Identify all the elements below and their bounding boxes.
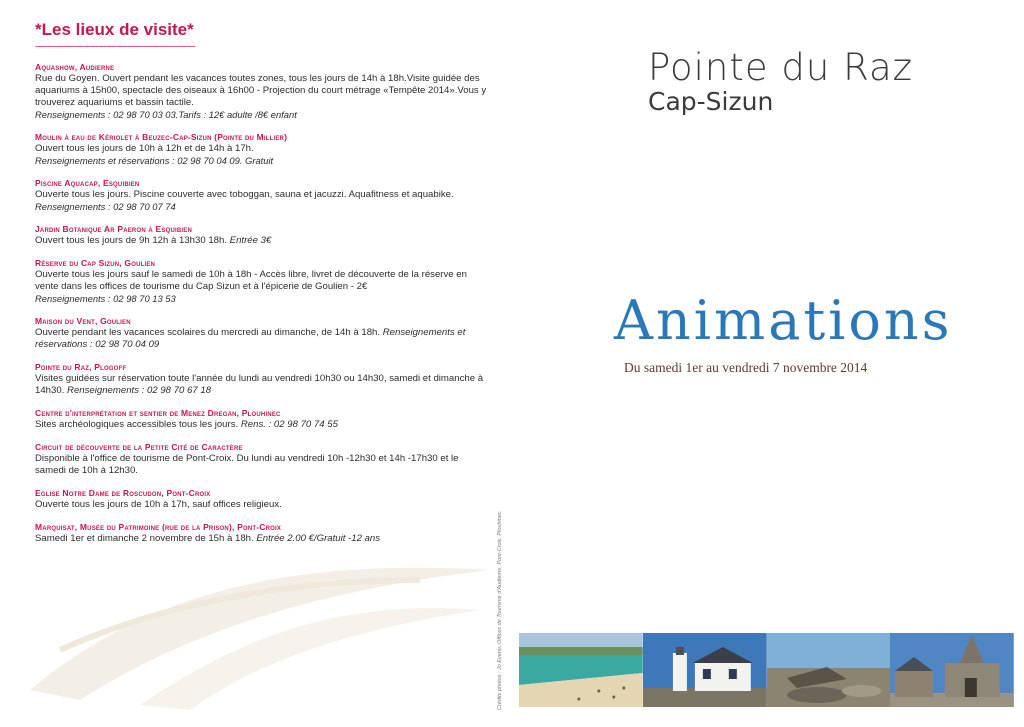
entry-description xyxy=(35,235,491,247)
cover-dates: Du samedi 1er au vendredi 7 novembre 2014 xyxy=(624,360,868,375)
entry-description xyxy=(35,373,491,397)
entry-info: Renseignements : 02 98 70 13 53 xyxy=(35,293,176,304)
entry-menez-dregan xyxy=(35,408,491,431)
entry-moulin xyxy=(35,132,491,167)
entry-reserve xyxy=(35,258,491,305)
entry-info: Renseignements : 02 98 70 07 74 xyxy=(35,201,176,212)
entry-description: Ouverte tous les jours sauf le samedi de 10h à 18h - Accès libre, livret de découverte de la réserve en vente dans les offices de tourisme du Cap Sizun et à l'épicerie de Goulien - 2€ xyxy=(35,269,467,292)
entry-description: Ouverte tous les jours de 10h à 17h, sauf offices religieux. xyxy=(35,499,282,510)
entry-description-text: Ouvert tous les jours de 9h 12h à 13h30 18h. xyxy=(35,235,228,246)
entry-pointe-raz xyxy=(35,362,491,397)
church-photo xyxy=(890,633,1014,707)
entry-aquashow xyxy=(35,62,491,121)
entry-description-text: Visites guidées sur réservation toute l'année du lundi au vendredi 10h30 ou 14h30, samedi et dimanche à 14h30. xyxy=(35,373,484,396)
entry-info: Renseignements : 02 98 70 67 18 xyxy=(67,385,212,396)
cover-title: Animations xyxy=(614,289,953,352)
entry-title: Maison du Vent, Goulien xyxy=(35,316,131,326)
entry-title: Jardin Botanique Ar Paeron à Esquibien xyxy=(35,224,192,234)
entry-eglise xyxy=(35,488,491,511)
entry-title: Aquashow, Audierne xyxy=(35,62,115,72)
entry-title: Eglise Notre Dame de Roscudon, Pont-Croix xyxy=(35,488,211,498)
entry-info: Entrée 3€ xyxy=(229,235,272,246)
visit-places-column xyxy=(35,20,491,545)
entry-description: Ouvert tous les jours de 10h à 12h et de 14h à 17h. xyxy=(35,143,254,154)
entry-title: Réserve du Cap Sizun, Goulien xyxy=(35,258,156,268)
entry-info: Rens. : 02 98 70 74 55 xyxy=(240,419,338,430)
entry-circuit xyxy=(35,442,491,477)
entry-title: Pointe du Raz, Plogoff xyxy=(35,362,127,372)
entry-title: Marquisat, Musée du Patrimoine (rue de la Prison), Pont-Croix xyxy=(35,522,282,532)
megalith-site-photo xyxy=(767,633,891,707)
entry-title: Moulin à eau de Kériolet à Beuzec-Cap-Sizun (Pointe du Millier) xyxy=(35,132,288,142)
entry-jardin xyxy=(35,224,491,247)
logo-line-cap-sizun: Cap-Sizun xyxy=(648,87,774,116)
entry-piscine xyxy=(35,178,491,213)
beach-photo xyxy=(519,633,643,707)
entry-info: Renseignements et réservations : 02 98 70 04 09. Gratuit xyxy=(35,155,274,166)
decorative-swoosh xyxy=(20,520,500,710)
entry-description-text: Sites archéologiques accessibles tous les jours. xyxy=(35,419,239,430)
heading-underline: -------------------------------------------------------------------------------- xyxy=(35,42,195,51)
entry-description xyxy=(35,533,491,545)
entry-marquisat xyxy=(35,522,491,545)
house-photo xyxy=(643,633,767,707)
logo-line-pointe-du-raz: Pointe du Raz xyxy=(648,46,914,89)
entry-description xyxy=(35,419,491,431)
section-heading: *Les lieux de visite* xyxy=(35,20,194,39)
entry-maison-vent xyxy=(35,316,491,351)
entry-title: Circuit de découverte de la Petite Cité de Caractère xyxy=(35,442,243,452)
entry-description: Ouverte tous les jours. Piscine couverte avec toboggan, sauna et jacuzzi. Aquafitness et aquabike. xyxy=(35,189,454,200)
brand-logo xyxy=(648,48,913,116)
entry-info: Renseignements : 02 98 70 03 03.Tarifs : 12€ adulte /8€ enfant xyxy=(35,109,297,120)
entry-title: Centre d'interprétation et sentier de Menez Dregan, Plouhinec xyxy=(35,408,281,418)
entry-info: Renseignements et réservations : 02 98 70 04 09 xyxy=(35,327,466,350)
entry-description xyxy=(35,327,491,351)
photo-credits: Crédits photos : Jo Eveno, Offices de Tourisme d'Audierne, Pont-Croix, Plouhinec xyxy=(497,511,503,710)
photo-strip xyxy=(519,633,1014,707)
entry-description: Disponible à l'office de tourisme de Pont-Croix. Du lundi au vendredi 10h -12h30 et 14h -17h30 et le samedi de 10h à 12h30. xyxy=(35,453,459,476)
entry-title: Piscine Aquacap, Esquibien xyxy=(35,178,140,188)
entry-description-text: Samedi 1er et dimanche 2 novembre de 15h à 18h. xyxy=(35,533,254,544)
entry-description-text: Ouverte pendant les vacances scolaires du mercredi au dimanche, de 14h à 18h. xyxy=(35,327,381,338)
entry-info: Entrée 2.00 €/Gratuit -12 ans xyxy=(256,533,381,544)
entry-description: Rue du Goyen. Ouvert pendant les vacances toutes zones, tous les jours de 14h à 18h.Visite guidée des aquariums à 15h00, spectacle des oiseaux à 16h00 - Projection du court métrage «Tempête 2014».Vous y trouverez aquariums et bassin tactile. xyxy=(35,73,487,108)
